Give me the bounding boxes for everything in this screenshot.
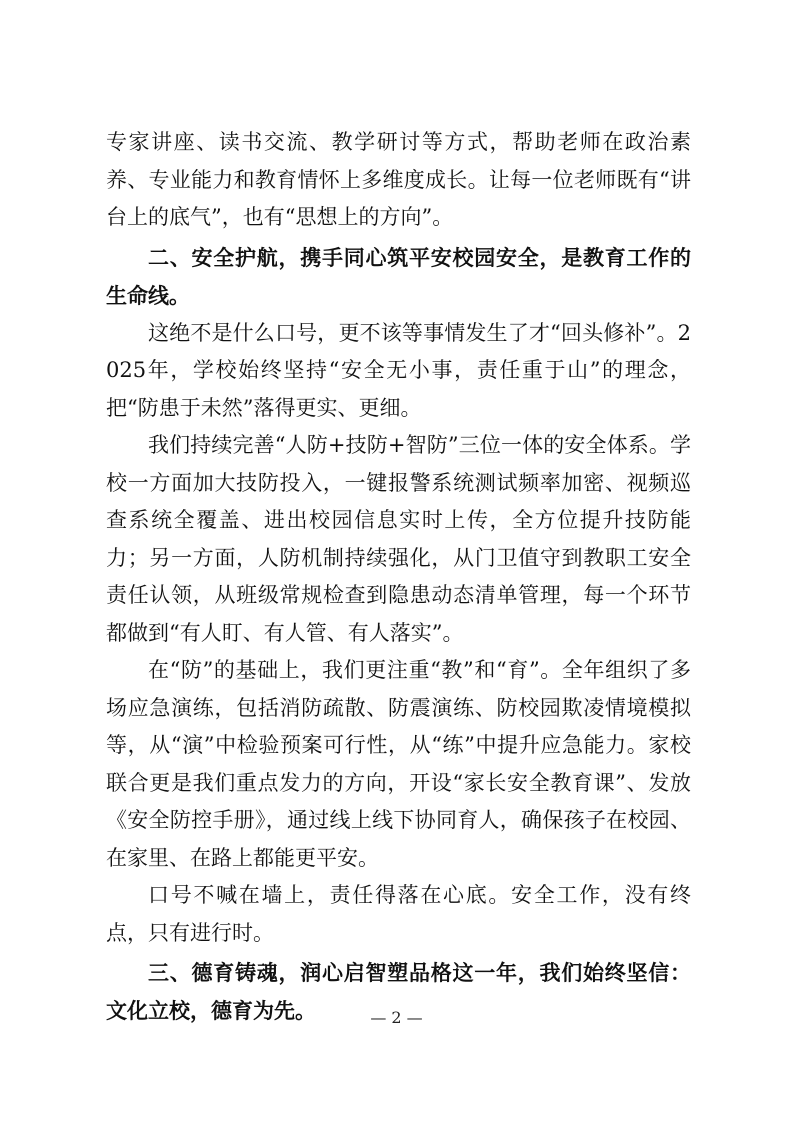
- paragraph-safety-system: 我们持续完善“人防+技防+智防”三位一体的安全体系。学校一方面加大技防投入，一键报警系统测试频率加密、视频巡查系统全覆盖、进出校园信息实时上传，全方位提升技防能力；另一方面，人防机制持续强化，从门卫值守到教职工安全责任认领，从班级常规检查到隐患动态清单管理，每一个环节都做到“有人盯、有人管、有人落实”。: [106, 433, 691, 645]
- section-heading-moral-education: 三、德育铸魂，润心启智塑品格这一年，我们始终坚信：文化立校，德育为先。: [106, 961, 691, 1023]
- document-body: [106, 124, 691, 1030]
- section-heading-safety: 二、安全护航，携手同心筑平安校园安全，是教育工作的生命线。: [106, 245, 691, 308]
- paragraph-safety-principle: 这绝不是什么口号，更不该等事情发生了才“回头修补”。2025年，学校始终坚持“安全无小事，责任重于山”的理念，把“防患于未然”落得更实、更细。: [106, 320, 691, 420]
- page-number: — 2 —: [370, 1008, 423, 1027]
- paragraph-safety-education: 在“防”的基础上，我们更注重“教”和“育”。全年组织了多场应急演练，包括消防疏散、防震演练、防校园欺凌情境模拟等，从“演”中检验预案可行性，从“练”中提升应急能力。家校联合更是我们重点发力的方向，开设“家长安全教育课”、发放《安全防控手册》，通过线上线下协同育人，确保孩子在校园、在家里、在路上都能更平安。: [106, 658, 691, 870]
- paragraph-continuation: 专家讲座、读书交流、教学研讨等方式，帮助老师在政治素养、专业能力和教育情怀上多维度成长。让每一位老师既有“讲台上的底气”，也有“思想上的方向”。: [106, 130, 691, 229]
- paragraph-safety-summary: 口号不喊在墙上，责任得落在心底。安全工作，没有终点，只有进行时。: [106, 883, 691, 945]
